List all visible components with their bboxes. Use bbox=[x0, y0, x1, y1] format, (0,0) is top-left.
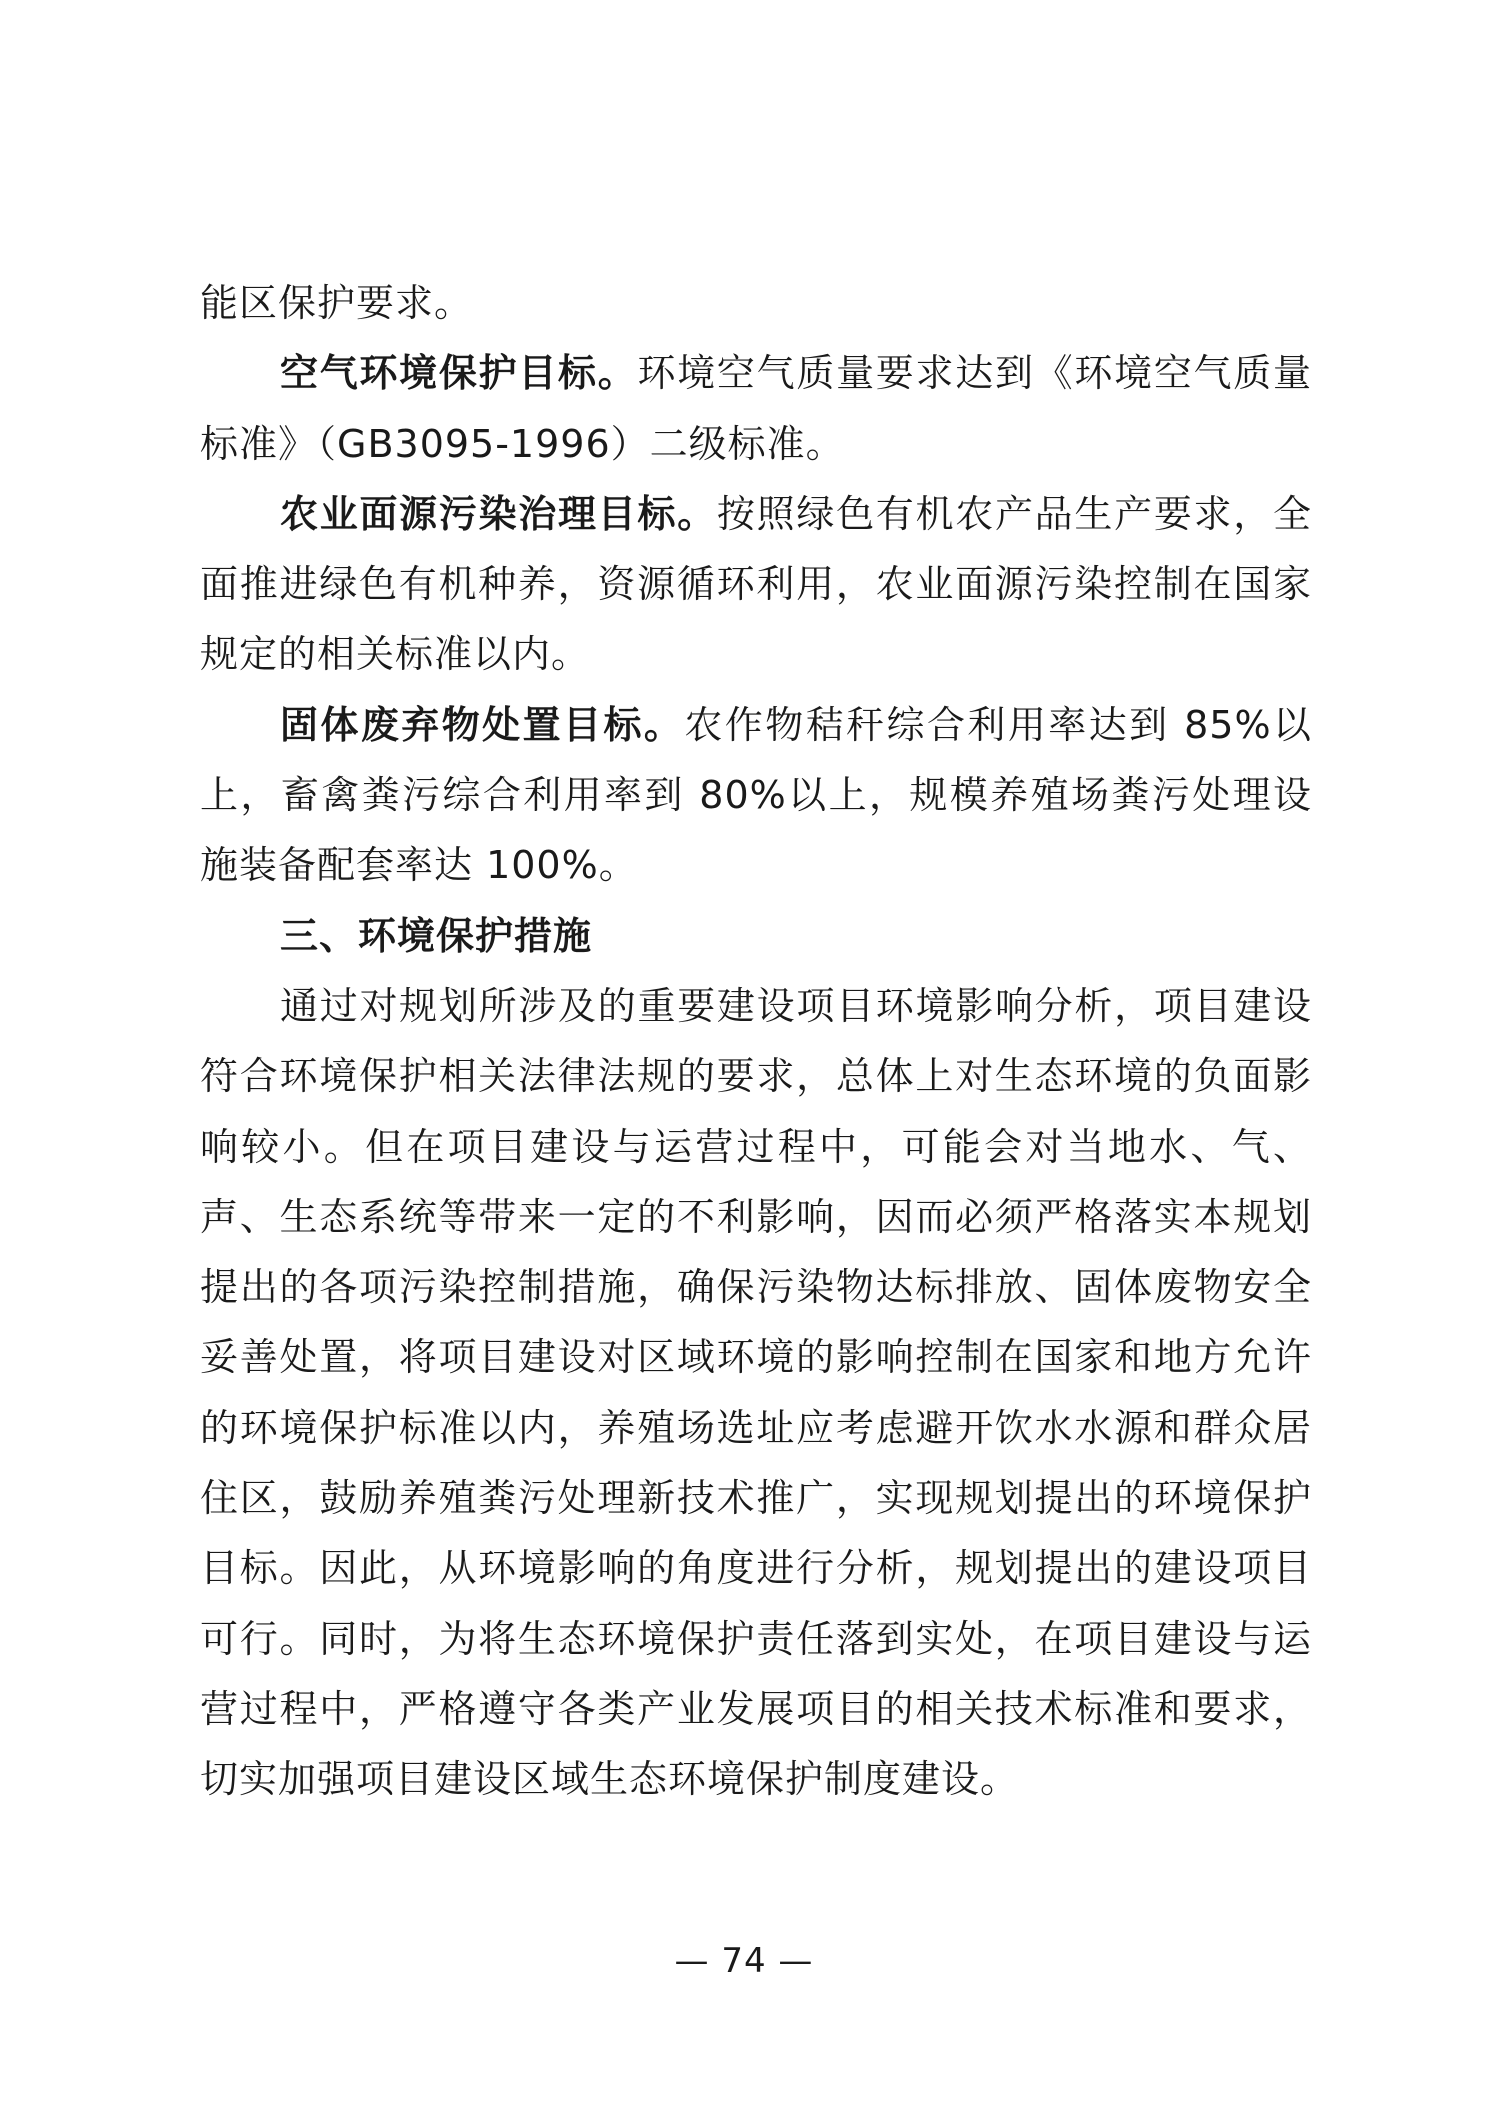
paragraph-text: 环境空气质量要求达到《环境空气质量标准》（GB3095-1996）二级标准。 bbox=[200, 351, 1312, 466]
paragraph-text: 按照绿色有机农产品生产要求，全面推进绿色有机种养，资源循环利用，农业面源污染控制在国家规定的相关标准以内。 bbox=[200, 491, 1312, 677]
paragraph-lead: 农业面源污染治理目标。 bbox=[280, 491, 717, 536]
page-content bbox=[200, 268, 1312, 1815]
paragraph-agricultural-pollution bbox=[200, 479, 1312, 690]
section-heading: 三、环境保护措施 bbox=[280, 913, 593, 958]
paragraph-continuation bbox=[200, 268, 1312, 338]
page-number: — 74 — bbox=[674, 1941, 814, 1981]
paragraph-lead: 空气环境保护目标。 bbox=[280, 351, 638, 396]
paragraph-solid-waste bbox=[200, 690, 1312, 901]
paragraph-text: 能区保护要求。 bbox=[200, 281, 474, 325]
paragraph-lead: 固体废弃物处置目标。 bbox=[280, 702, 685, 747]
paragraph-body: 通过对规划所涉及的重要建设项目环境影响分析，项目建设符合环境保护相关法律法规的要求，总体上对生态环境的负面影响较小。但在项目建设与运营过程中，可能会对当地水、气、声、生态系统等带来一定的不利影响，因而必须严格落实本规划提出的各项污染控制措施，确保污染物达标排放、固体废物安全妥善处置，将项目建设对区域环境的影响控制在国家和地方允许的环境保护标准以内，养殖场选址应考虑避开饮水水源和群众居住区，鼓励养殖粪污处理新技术推广，实现规划提出的环境保护目标。因此，从环境影响的角度进行分析，规划提出的建设项目可行。同时，为将生态环境保护责任落到实处，在项目建设与运营过程中，严格遵守各类产业发展项目的相关技术标准和要求，切实加强项目建设区域生态环境保护制度建设。 bbox=[200, 983, 1312, 1802]
paragraph-text: 农作物秸秆综合利用率达到 85%以上，畜禽粪污综合利用率到 80%以上，规模养殖场粪污处理设施装备配套率达 100%。 bbox=[200, 702, 1312, 888]
paragraph-air-quality bbox=[200, 338, 1312, 479]
